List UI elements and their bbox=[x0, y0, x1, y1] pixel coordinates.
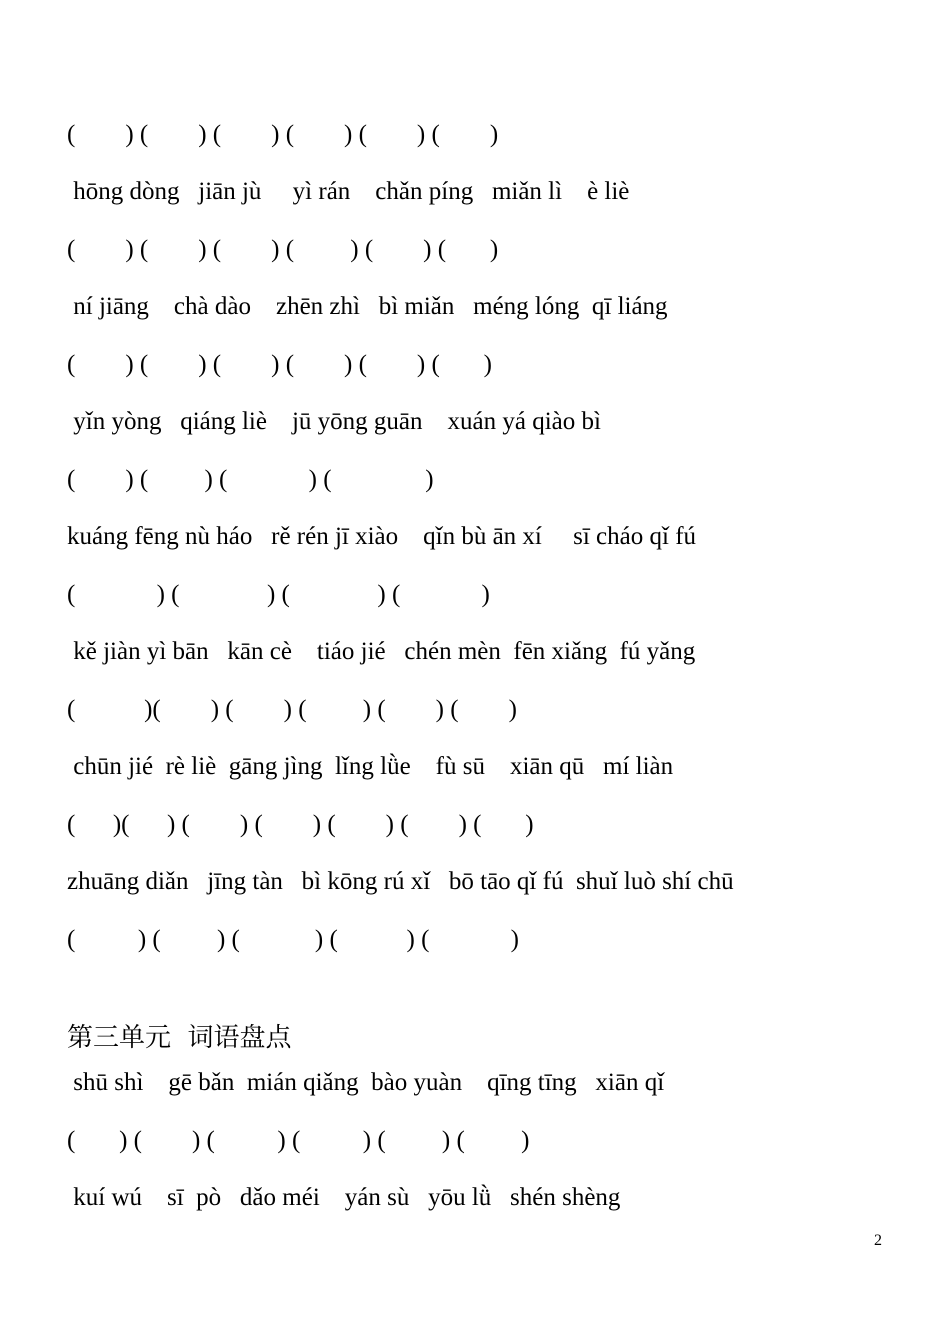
answer-blanks-row: ( ) ( ) ( ) ( ) ( ) ( ) bbox=[67, 1127, 530, 1154]
answer-blanks-row: ( ) ( ) ( ) ( ) ( ) bbox=[67, 926, 520, 953]
pinyin-row: kuáng fēng nù háo rě rén jī xiào qǐn bù ān xí sī cháo qǐ fú bbox=[67, 523, 697, 550]
pinyin-row: chūn jié rè liè gāng jìng lǐng lǜe fù sū xiān qū mí liàn bbox=[67, 753, 674, 780]
pinyin-row: kě jiàn yì bān kān cè tiáo jié chén mèn fēn xiǎng fú yǎng bbox=[67, 638, 696, 665]
page-number: 2 bbox=[874, 1232, 882, 1249]
pinyin-row: shū shì gē bǎn mián qiǎng bào yuàn qīng tīng xiān qǐ bbox=[67, 1069, 665, 1096]
pinyin-row: ní jiāng chà dào zhēn zhì bì miǎn méng lóng qī liáng bbox=[67, 293, 668, 320]
pinyin-row: hōng dòng jiān jù yì rán chǎn píng miǎn lì è liè bbox=[67, 178, 630, 205]
answer-blanks-row: ( ) ( ) ( ) ( ) bbox=[67, 581, 490, 608]
pinyin-row: zhuāng diǎn jīng tàn bì kōng rú xǐ bō tāo qǐ fú shuǐ luò shí chū bbox=[67, 868, 734, 895]
answer-blanks-row: ( ) ( ) ( ) ( ) ( ) ( ) bbox=[67, 236, 499, 263]
answer-blanks-row: ( ) ( ) ( ) ( ) ( ) ( ) bbox=[67, 351, 492, 378]
pinyin-row: yǐn yòng qiáng liè jū yōng guān xuán yá qiào bì bbox=[67, 408, 601, 435]
section-title: 第三单元 词语盘点 bbox=[67, 1023, 292, 1053]
answer-blanks-row: ( ) ( ) ( ) ( ) ( ) ( ) bbox=[67, 121, 499, 148]
answer-blanks-row: ( )( ) ( ) ( ) ( ) ( ) bbox=[67, 696, 517, 723]
answer-blanks-row: ( ) ( ) ( ) ( ) bbox=[67, 466, 434, 493]
pinyin-row: kuí wú sī pò dǎo méi yán sù yōu lǜ shén shèng bbox=[67, 1184, 621, 1211]
answer-blanks-row: ( )( ) ( ) ( ) ( ) ( ) ( ) bbox=[67, 811, 534, 838]
